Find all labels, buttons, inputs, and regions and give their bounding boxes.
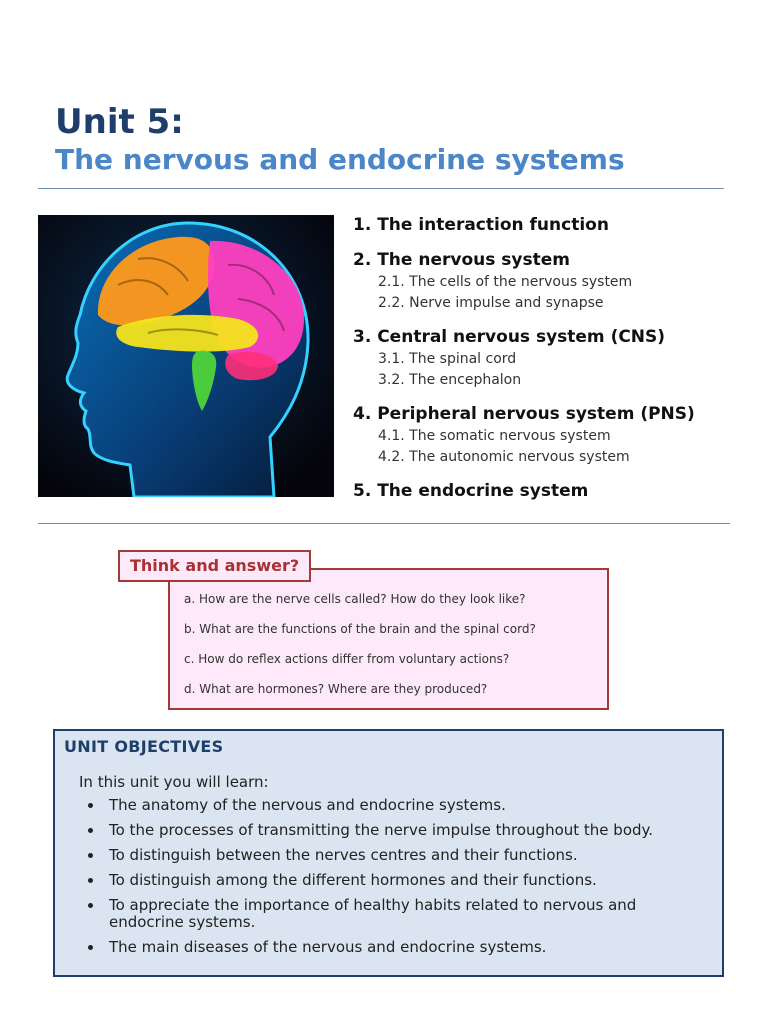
objectives-title: UNIT OBJECTIVES [64,737,224,756]
objective-item: The main diseases of the nervous and endocrine systems. [82,939,682,956]
contents-section [353,249,753,314]
question-list [184,592,604,712]
contents-section [353,326,753,391]
subsection-item: 2.2. Nerve impulse and synapse [378,295,604,311]
objectives-list [82,797,682,964]
objective-item: To the processes of transmitting the nerve impulse throughout the body. [82,822,682,839]
brain-image [38,215,334,497]
objectives-intro: In this unit you will learn: [79,773,269,791]
objective-item: The anatomy of the nervous and endocrine systems. [82,797,682,814]
objective-item: To distinguish among the different hormones and their functions. [82,872,682,889]
question-item: d. What are hormones? Where are they produced? [184,682,488,696]
header-divider [38,188,724,189]
section-title: 3. Central nervous system (CNS) [353,327,666,347]
contents-section [353,480,753,503]
subsection-item: 4.2. The autonomic nervous system [378,449,630,465]
contents-section [353,214,753,237]
question-item: c. How do reflex actions differ from voluntary actions? [184,652,510,666]
objective-item: To distinguish between the nerves centres and their functions. [82,847,682,864]
table-of-contents [353,214,753,515]
page-title: The nervous and endocrine systems [55,143,625,176]
question-item: b. What are the functions of the brain and the spinal cord? [184,622,536,636]
unit-label: Unit 5: [55,102,184,142]
subsection-item: 3.1. The spinal cord [378,351,517,367]
objective-item: To appreciate the importance of healthy habits related to nervous and endocrine systems. [82,897,682,931]
think-title: Think and answer? [118,550,311,582]
section-title: 2. The nervous system [353,250,570,270]
section-title: 4. Peripheral nervous system (PNS) [353,404,695,424]
section-divider [38,523,730,524]
section-title: 1. The interaction function [353,215,609,235]
subsection-item: 4.1. The somatic nervous system [378,428,611,444]
section-title: 5. The endocrine system [353,481,589,501]
question-item: a. How are the nerve cells called? How do they look like? [184,592,526,606]
contents-section [353,403,753,468]
subsection-item: 3.2. The encephalon [378,372,522,388]
subsection-item: 2.1. The cells of the nervous system [378,274,633,290]
